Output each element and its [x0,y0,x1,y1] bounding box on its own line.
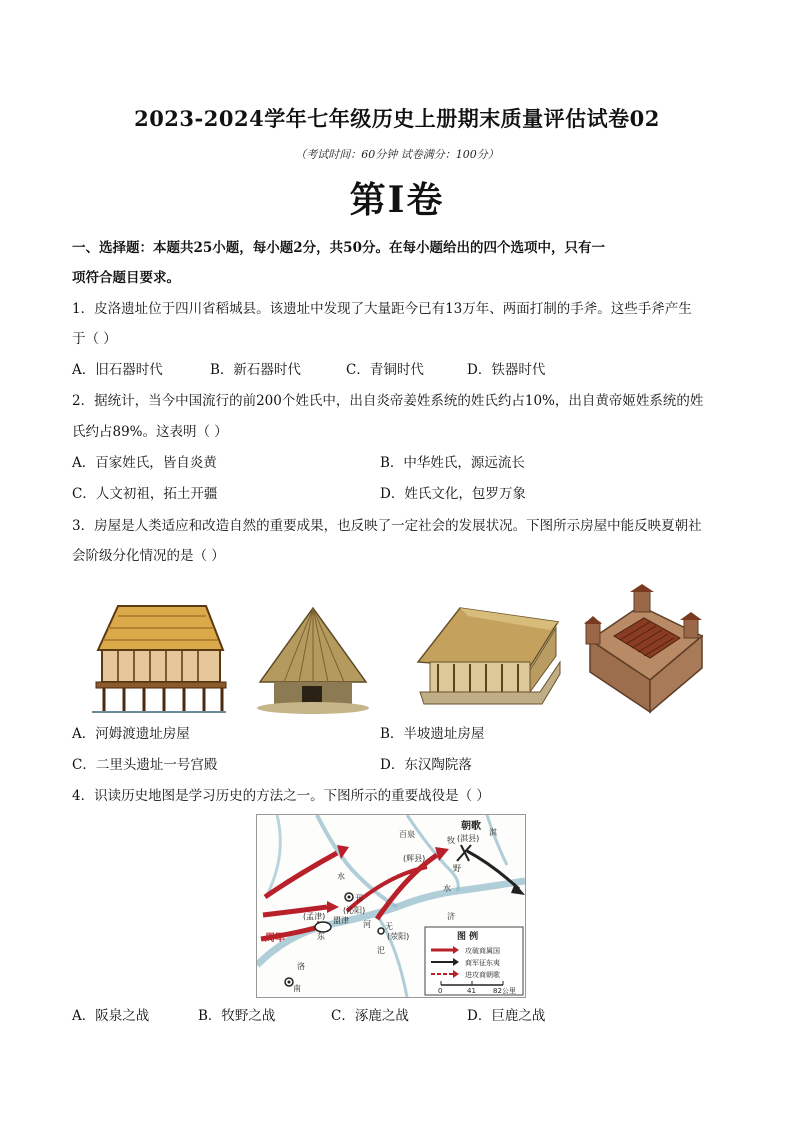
question-4-line1: 4．识读历史地图是学习历史的方法之一。下图所示的重要战役是（ ） [72,788,490,804]
label-huixian: (辉县) [403,854,426,863]
question-2-line1: 2．据统计，当今中国流行的前200个姓氏中，出自炎帝姜姓系统的姓氏约占10%，出自黄帝姬姓系统的姓 [72,393,704,409]
label-handan: 邘 [355,894,363,903]
question-3-options-row2 [72,750,732,780]
label-wu: 无 [385,922,393,931]
q1-option-b[interactable]: B．新石器时代 [210,362,301,378]
question-3-line2: 会阶级分化情况的是（ ） [72,548,225,564]
question-1-line1: 1．皮洛遗址位于四川省稻城县。该遗址中发现了大量距今已有13万年、两面打制的手斧。这些手斧产生 [72,301,692,317]
label-baiquan: 百泉 [399,830,415,839]
legend-scale-0: 0 [438,987,443,995]
label-qinyang: (沁阳) [343,906,366,915]
legend-item-2: 商军征东夷 [465,959,500,967]
question-3-line1: 3．房屋是人类适应和改造自然的重要成果，也反映了一定社会的发展状况。下图所示房屋中能反映夏朝社 [72,518,702,534]
label-dong: 东 [317,932,325,941]
label-he: 河 [363,920,371,929]
q2-option-b[interactable]: B．中华姓氏，源远流长 [380,455,525,471]
q3-option-a[interactable]: A．河姆渡遗址房屋 [72,726,190,742]
label-ye: 野 [453,864,461,873]
label-ji: 济 [447,912,455,921]
question-2-options-row2 [72,479,732,509]
label-luo: 洛 [297,962,305,971]
legend-scale-41: 41 [467,987,476,995]
banpo-house-image [254,604,372,716]
legend-item-1: 攻破商属国 [465,947,500,955]
question-2-line2: 氏约占89%。这表明（ ） [72,424,228,440]
question-3-options-row1 [72,719,732,749]
q4-option-d[interactable]: D．巨鹿之战 [467,1008,546,1024]
section-instruction-line2: 项符合题目要求。 [72,270,180,286]
erlitou-palace-image [410,600,562,716]
label-qixian: (淇县) [457,834,480,843]
donghan-pottery-courtyard-image [584,584,706,718]
label-zhoujun: 周军 [265,933,285,944]
legend-item-3: 进攻商朝歌 [465,971,500,979]
q3-option-d[interactable]: D．东汉陶院落 [380,757,472,773]
q3-option-b[interactable]: B．半坡遗址房屋 [380,726,485,742]
label-nan: 南 [293,984,301,993]
question-1-line2: 于（ ） [72,331,117,347]
muye-battle-map [256,814,526,998]
question-2-options-row1 [72,448,732,478]
label-fan: 汜 [377,946,385,955]
volume-heading: 第Ⅰ卷 [349,179,445,221]
q1-option-c[interactable]: C．青铜时代 [346,362,424,378]
label-chaoge: 朝歌 [461,821,481,832]
q2-option-c[interactable]: C．人文初祖，拓土开疆 [72,486,218,502]
hemudu-house-image [88,598,228,716]
q4-option-a[interactable]: A．阪泉之战 [72,1008,150,1024]
section-instruction-line1: 一、选择题：本题共25小题，每小题2分，共50分。在每小题给出的四个选项中，只有一 [72,240,605,256]
question-1-options [72,355,732,385]
q1-option-a[interactable]: A．旧石器时代 [72,362,163,378]
legend-scale-82: 82公里 [493,987,516,995]
q2-option-a[interactable]: A．百家姓氏，皆自炎黄 [72,455,217,471]
q3-option-c[interactable]: C．二里头遗址一号宫殿 [72,757,218,773]
label-shui-1: 水 [337,872,345,881]
label-xingyang: (荥阳) [387,932,410,941]
label-mengjin: (孟津) [303,912,326,921]
q4-option-c[interactable]: C．涿鹿之战 [331,1008,409,1024]
legend-title: 图 例 [457,932,479,942]
q2-option-d[interactable]: D．姓氏文化，包罗万象 [380,486,526,502]
label-mu: 牧 [447,836,455,845]
q4-option-b[interactable]: B．牧野之战 [198,1008,276,1024]
exam-subtitle: （考试时间：60分钟 试卷满分：100分） [295,148,499,161]
label-shui-2: 水 [443,884,451,893]
question-4-options [72,1001,732,1031]
q1-option-d[interactable]: D．铁器时代 [467,362,546,378]
exam-title: 2023-2024学年七年级历史上册期末质量评估试卷02 [134,106,660,131]
label-qi: 淇 [489,828,497,837]
label-mengjin2: 盟津 [333,916,349,925]
